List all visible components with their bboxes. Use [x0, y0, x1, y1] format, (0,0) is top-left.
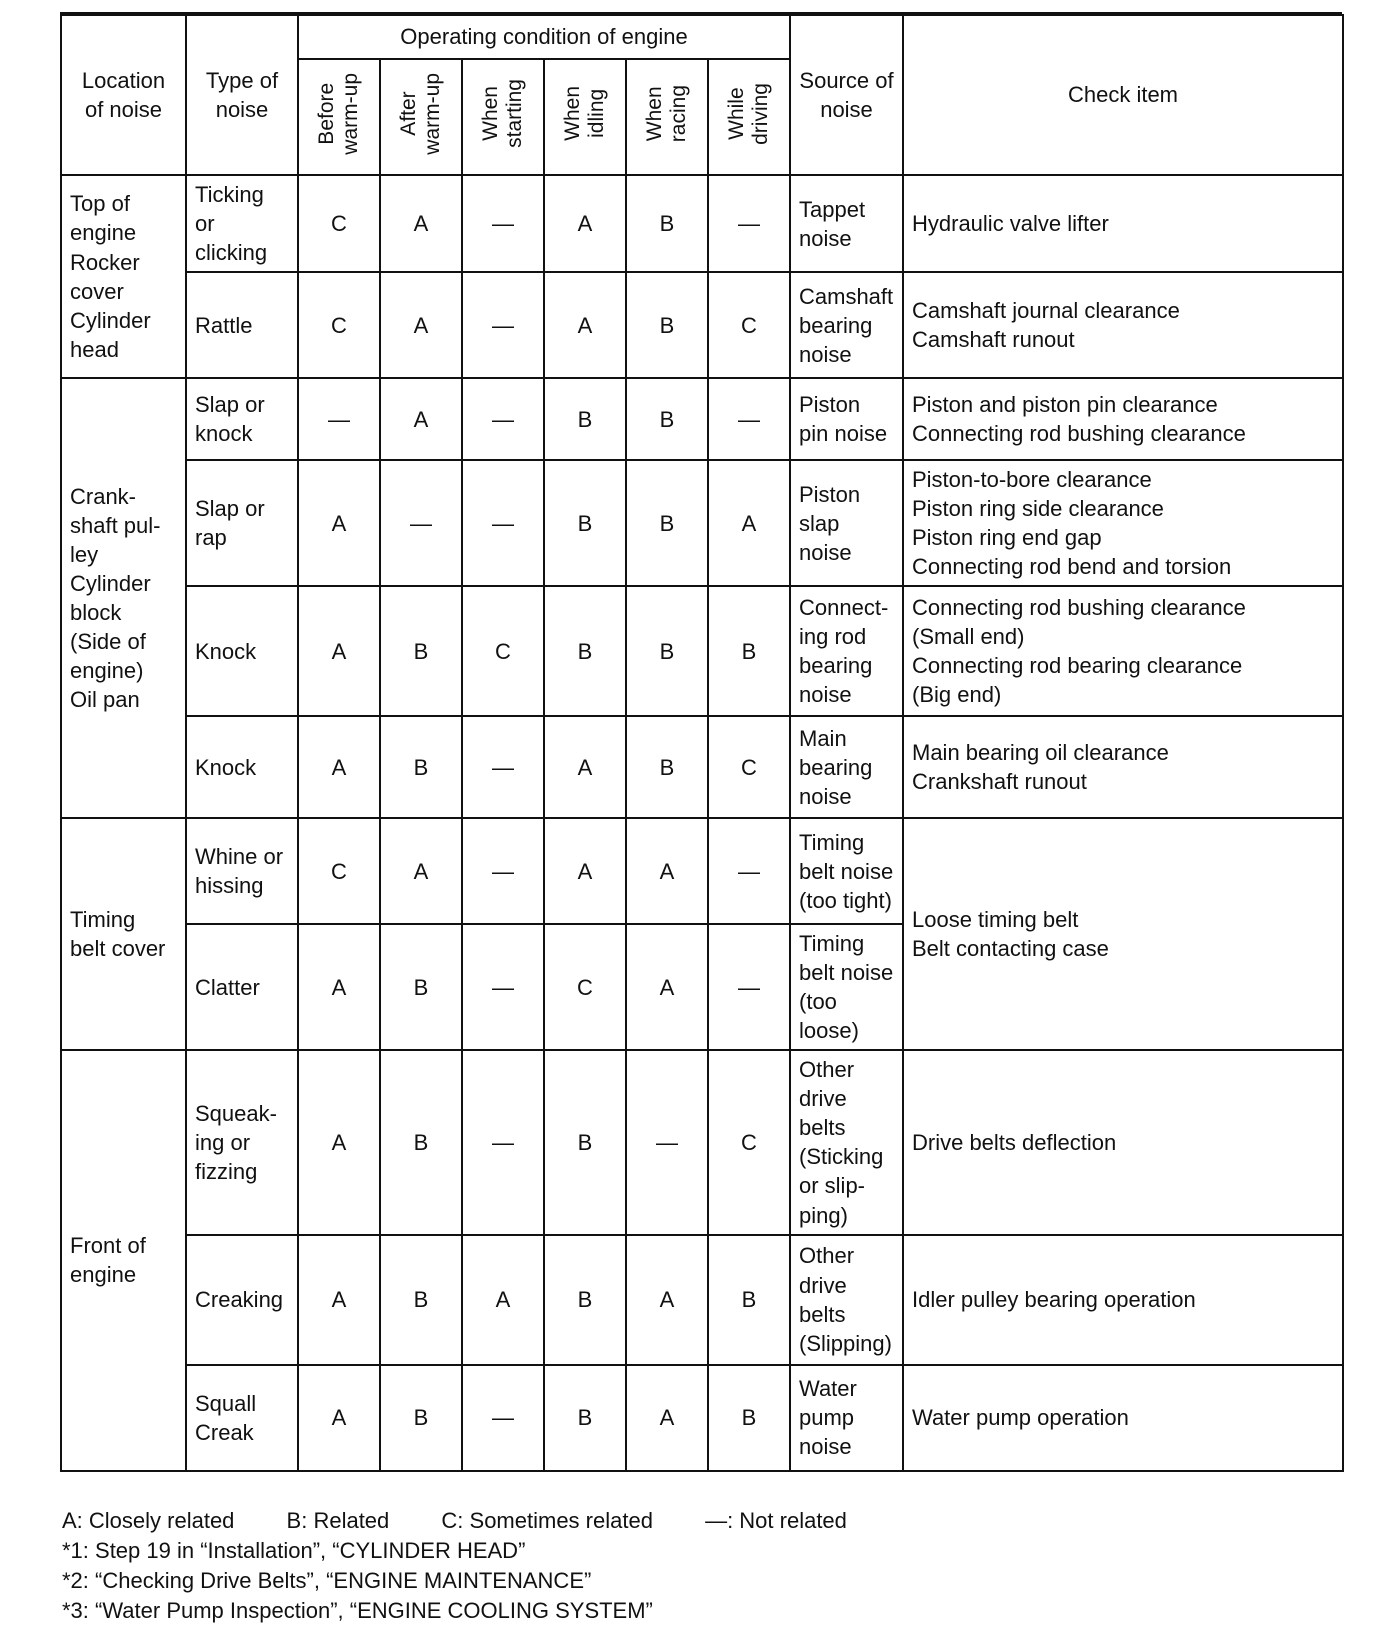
header-condition: While driving — [708, 59, 790, 175]
condition-value: A — [298, 1050, 380, 1234]
location-cell: Crank- shaft pul- ley Cylinder block (Side of engine) Oil pan — [61, 378, 186, 818]
condition-value: A — [708, 460, 790, 586]
header-condition: When racing — [626, 59, 708, 175]
condition-value: B — [708, 586, 790, 716]
condition-value: B — [626, 378, 708, 460]
table-row — [61, 586, 1343, 716]
condition-value: — — [708, 818, 790, 924]
table-row — [61, 1050, 1343, 1234]
check-item: Idler pulley bearing operation — [903, 1235, 1343, 1365]
table-header — [61, 15, 1343, 175]
noise-source: Other drive belts (Sticking or slip- ping) — [790, 1050, 903, 1234]
condition-value: — — [380, 460, 462, 586]
condition-value: — — [708, 378, 790, 460]
header-condition: When idling — [544, 59, 626, 175]
noise-type: Whine or hissing — [186, 818, 298, 924]
condition-value: B — [544, 1365, 626, 1471]
condition-value: A — [544, 175, 626, 272]
noise-source: Main bearing noise — [790, 716, 903, 818]
condition-value: C — [298, 818, 380, 924]
footnote-1: *1: Step 19 in “Installation”, “CYLINDER HEAD” — [62, 1538, 526, 1563]
location-cell: Top of engine Rocker cover Cylinder head — [61, 175, 186, 378]
noise-type: Ticking or clicking — [186, 175, 298, 272]
header-source: Source of noise — [790, 15, 903, 175]
condition-value: — — [462, 924, 544, 1050]
check-item: Water pump operation — [903, 1365, 1343, 1471]
condition-value: A — [298, 716, 380, 818]
condition-value: B — [544, 460, 626, 586]
noise-type: Squeak- ing or fizzing — [186, 1050, 298, 1234]
condition-value: B — [380, 1365, 462, 1471]
check-item: Piston-to-bore clearance Piston ring side clearance Piston ring end gap Connecting rod bend and torsion — [903, 460, 1343, 586]
condition-value: A — [298, 460, 380, 586]
condition-value: A — [298, 1365, 380, 1471]
noise-source: Piston pin noise — [790, 378, 903, 460]
condition-value: A — [544, 716, 626, 818]
condition-value: B — [380, 924, 462, 1050]
condition-value: B — [544, 378, 626, 460]
legend-a: A: Closely related — [62, 1508, 235, 1533]
condition-value: A — [298, 924, 380, 1050]
condition-value: A — [298, 586, 380, 716]
footnote-3: *3: “Water Pump Inspection”, “ENGINE COOLING SYSTEM” — [62, 1598, 653, 1623]
noise-type: Slap or knock — [186, 378, 298, 460]
noise-source: Timing belt noise (too tight) — [790, 818, 903, 924]
header-type: Type of noise — [186, 15, 298, 175]
condition-value: — — [462, 1365, 544, 1471]
location-cell: Front of engine — [61, 1050, 186, 1470]
condition-value: A — [626, 818, 708, 924]
legend-b: B: Related — [286, 1508, 390, 1533]
condition-value: C — [298, 175, 380, 272]
noise-source: Camshaft bearing noise — [790, 272, 903, 378]
location-cell: Timing belt cover — [61, 818, 186, 1050]
table-row — [61, 1365, 1343, 1471]
table-row — [61, 716, 1343, 818]
condition-value: — — [462, 378, 544, 460]
header-condition: Before warm-up — [298, 59, 380, 175]
noise-type: Slap or rap — [186, 460, 298, 586]
legend-key — [62, 1506, 893, 1536]
condition-value: C — [708, 272, 790, 378]
noise-type: Rattle — [186, 272, 298, 378]
condition-value: A — [380, 378, 462, 460]
noise-type: Clatter — [186, 924, 298, 1050]
table-row — [61, 818, 1343, 924]
condition-value: B — [544, 1050, 626, 1234]
table-row — [61, 272, 1343, 378]
header-operating-condition: Operating condition of engine — [298, 15, 790, 59]
condition-value: — — [462, 175, 544, 272]
noise-type: Creaking — [186, 1235, 298, 1365]
legend-c: C: Sometimes related — [441, 1508, 653, 1533]
noise-source: Connect- ing rod bearing noise — [790, 586, 903, 716]
condition-value: — — [708, 924, 790, 1050]
condition-value: A — [298, 1235, 380, 1365]
condition-value: — — [462, 1050, 544, 1234]
condition-value: B — [708, 1235, 790, 1365]
check-item: Main bearing oil clearance Crankshaft runout — [903, 716, 1343, 818]
condition-value: A — [626, 1365, 708, 1471]
condition-value: B — [626, 716, 708, 818]
engine-noise-table — [60, 14, 1344, 1472]
condition-value: B — [708, 1365, 790, 1471]
condition-value: — — [462, 818, 544, 924]
condition-value: A — [544, 818, 626, 924]
condition-value: — — [626, 1050, 708, 1234]
check-item: Piston and piston pin clearance Connecting rod bushing clearance — [903, 378, 1343, 460]
header-location: Location of noise — [61, 15, 186, 175]
condition-value: B — [626, 586, 708, 716]
table-row — [61, 175, 1343, 272]
condition-value: B — [544, 1235, 626, 1365]
legend — [62, 1506, 893, 1626]
footnote-2: *2: “Checking Drive Belts”, “ENGINE MAINTENANCE” — [62, 1568, 592, 1593]
noise-source: Timing belt noise (too loose) — [790, 924, 903, 1050]
header-condition: After warm-up — [380, 59, 462, 175]
condition-value: B — [380, 1050, 462, 1234]
noise-type: Knock — [186, 716, 298, 818]
condition-value: C — [544, 924, 626, 1050]
condition-value: C — [708, 1050, 790, 1234]
legend-dash: —: Not related — [705, 1508, 847, 1533]
condition-value: C — [298, 272, 380, 378]
table-row — [61, 378, 1343, 460]
condition-value: B — [380, 1235, 462, 1365]
table-row — [61, 1235, 1343, 1365]
condition-value: — — [462, 272, 544, 378]
condition-value: B — [626, 272, 708, 378]
condition-value: A — [380, 272, 462, 378]
noise-source: Piston slap noise — [790, 460, 903, 586]
noise-type: Squall Creak — [186, 1365, 298, 1471]
condition-value: A — [380, 175, 462, 272]
header-condition: When starting — [462, 59, 544, 175]
noise-source: Tappet noise — [790, 175, 903, 272]
check-item: Camshaft journal clearance Camshaft runout — [903, 272, 1343, 378]
condition-value: C — [708, 716, 790, 818]
header-check-item: Check item — [903, 15, 1343, 175]
condition-value: A — [626, 1235, 708, 1365]
condition-value: A — [380, 818, 462, 924]
condition-value: B — [380, 716, 462, 818]
noise-source: Other drive belts (Slipping) — [790, 1235, 903, 1365]
table-row — [61, 460, 1343, 586]
noise-source: Water pump noise — [790, 1365, 903, 1471]
check-item: Drive belts deflection — [903, 1050, 1343, 1234]
condition-value: A — [544, 272, 626, 378]
condition-value: B — [380, 586, 462, 716]
condition-value: C — [462, 586, 544, 716]
noise-type: Knock — [186, 586, 298, 716]
check-item: Connecting rod bushing clearance (Small end) Connecting rod bearing clearance (Big end) — [903, 586, 1343, 716]
condition-value: B — [626, 175, 708, 272]
condition-value: B — [544, 586, 626, 716]
condition-value: A — [626, 924, 708, 1050]
check-item: Loose timing belt Belt contacting case — [903, 818, 1343, 1050]
condition-value: — — [298, 378, 380, 460]
condition-value: A — [462, 1235, 544, 1365]
condition-value: B — [626, 460, 708, 586]
condition-value: — — [462, 460, 544, 586]
check-item: Hydraulic valve lifter — [903, 175, 1343, 272]
condition-value: — — [462, 716, 544, 818]
condition-value: — — [708, 175, 790, 272]
